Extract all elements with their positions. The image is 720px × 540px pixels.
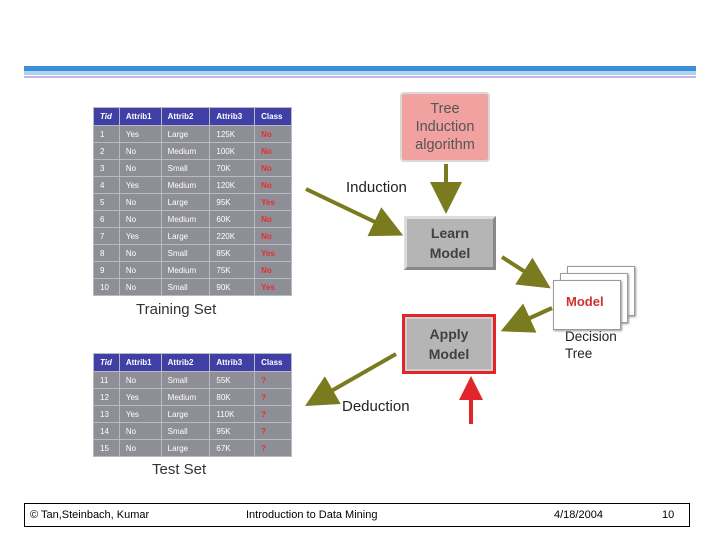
table-cell: No <box>119 423 161 440</box>
table-cell: 9 <box>94 262 120 279</box>
apply-line-2: Model <box>428 346 470 362</box>
table-cell: No <box>119 160 161 177</box>
table-cell: No <box>255 228 292 245</box>
footer-page-number: 10 <box>662 509 675 521</box>
table-cell: No <box>255 211 292 228</box>
table-cell: 15 <box>94 440 120 457</box>
table-cell: No <box>119 194 161 211</box>
induction-label: Induction <box>346 179 407 196</box>
table-cell: Yes <box>255 279 292 296</box>
table-cell: 75K <box>210 262 255 279</box>
table-cell: 4 <box>94 177 120 194</box>
deduction-label: Deduction <box>342 398 410 415</box>
table-cell: 60K <box>210 211 255 228</box>
column-header: Attrib2 <box>161 108 210 126</box>
table-cell: No <box>255 262 292 279</box>
table-cell: 95K <box>210 194 255 211</box>
column-header: Attrib1 <box>119 108 161 126</box>
slide-footer <box>24 503 690 527</box>
table-cell: 1 <box>94 126 120 143</box>
table-cell: 14 <box>94 423 120 440</box>
table-cell: Large <box>161 228 210 245</box>
footer-date: 4/18/2004 <box>554 509 603 521</box>
table-cell: No <box>255 177 292 194</box>
learn-model-box <box>404 216 496 270</box>
table-cell: 3 <box>94 160 120 177</box>
table-cell: 55K <box>210 372 255 389</box>
deduction-arrow <box>312 354 396 402</box>
learn-to-model-arrow <box>502 257 544 284</box>
column-header: Attrib3 <box>210 354 255 372</box>
apply-model-box <box>402 314 496 374</box>
table-cell: Yes <box>119 406 161 423</box>
column-header: Attrib3 <box>210 108 255 126</box>
table-cell: 13 <box>94 406 120 423</box>
table-cell: Small <box>161 423 210 440</box>
table-cell: 95K <box>210 423 255 440</box>
table-cell: 220K <box>210 228 255 245</box>
model-label: Model <box>566 294 604 309</box>
table-cell: ? <box>255 423 292 440</box>
model-to-apply-arrow <box>508 308 552 328</box>
column-header: Tid <box>94 354 120 372</box>
table-cell: 6 <box>94 211 120 228</box>
table-cell: No <box>119 262 161 279</box>
table-cell: Small <box>161 245 210 262</box>
table-cell: Small <box>161 160 210 177</box>
table-cell: ? <box>255 406 292 423</box>
table-cell: No <box>119 143 161 160</box>
column-header: Tid <box>94 108 120 126</box>
tree-line: Tree <box>565 346 593 361</box>
column-header: Attrib1 <box>119 354 161 372</box>
table-cell: No <box>119 372 161 389</box>
column-header: Attrib2 <box>161 354 210 372</box>
decision-tree-label <box>565 328 617 362</box>
test-set-caption: Test Set <box>152 461 207 478</box>
table-cell: No <box>119 245 161 262</box>
footer-copyright: © Tan,Steinbach, Kumar <box>30 509 150 521</box>
table-cell: Yes <box>119 126 161 143</box>
table-cell: 11 <box>94 372 120 389</box>
table-cell: Small <box>161 279 210 296</box>
tree-line-3: algorithm <box>415 137 475 153</box>
table-cell: 90K <box>210 279 255 296</box>
table-cell: Large <box>161 406 210 423</box>
table-cell: No <box>119 279 161 296</box>
table-cell: Yes <box>119 177 161 194</box>
apply-line-1: Apply <box>429 326 469 342</box>
table-cell: No <box>255 143 292 160</box>
table-cell: 7 <box>94 228 120 245</box>
table-cell: 10 <box>94 279 120 296</box>
table-cell: Large <box>161 126 210 143</box>
table-cell: Medium <box>161 389 210 406</box>
table-cell: ? <box>255 440 292 457</box>
decision-line: Decision <box>565 329 617 344</box>
table-cell: Medium <box>161 262 210 279</box>
training-set-caption: Training Set <box>136 301 217 318</box>
table-cell: 125K <box>210 126 255 143</box>
tree-induction-algorithm-box <box>400 92 490 162</box>
table-cell: 12 <box>94 389 120 406</box>
table-cell: Medium <box>161 211 210 228</box>
table-cell: ? <box>255 389 292 406</box>
table-cell: 5 <box>94 194 120 211</box>
table-cell: 100K <box>210 143 255 160</box>
table-cell: Large <box>161 440 210 457</box>
table-cell: No <box>255 126 292 143</box>
table-cell: Medium <box>161 143 210 160</box>
table-cell: Yes <box>255 194 292 211</box>
table-cell: 2 <box>94 143 120 160</box>
table-cell: Yes <box>255 245 292 262</box>
table-cell: 8 <box>94 245 120 262</box>
table-cell: 67K <box>210 440 255 457</box>
learn-line-1: Learn <box>430 225 470 241</box>
table-cell: Yes <box>119 389 161 406</box>
table-cell: No <box>119 440 161 457</box>
table-cell: No <box>255 160 292 177</box>
table-cell: 120K <box>210 177 255 194</box>
column-header: Class <box>255 108 292 126</box>
table-cell: No <box>119 211 161 228</box>
tree-line-2: Induction <box>415 119 475 135</box>
table-cell: 85K <box>210 245 255 262</box>
table-cell: 80K <box>210 389 255 406</box>
table-cell: ? <box>255 372 292 389</box>
column-header: Class <box>255 354 292 372</box>
table-cell: Large <box>161 194 210 211</box>
table-cell: Yes <box>119 228 161 245</box>
table-cell: Medium <box>161 177 210 194</box>
table-cell: Small <box>161 372 210 389</box>
learn-line-2: Model <box>429 245 471 261</box>
tree-line-1: Tree <box>430 101 460 117</box>
footer-course: Introduction to Data Mining <box>246 509 378 521</box>
table-cell: 70K <box>210 160 255 177</box>
table-cell: 110K <box>210 406 255 423</box>
